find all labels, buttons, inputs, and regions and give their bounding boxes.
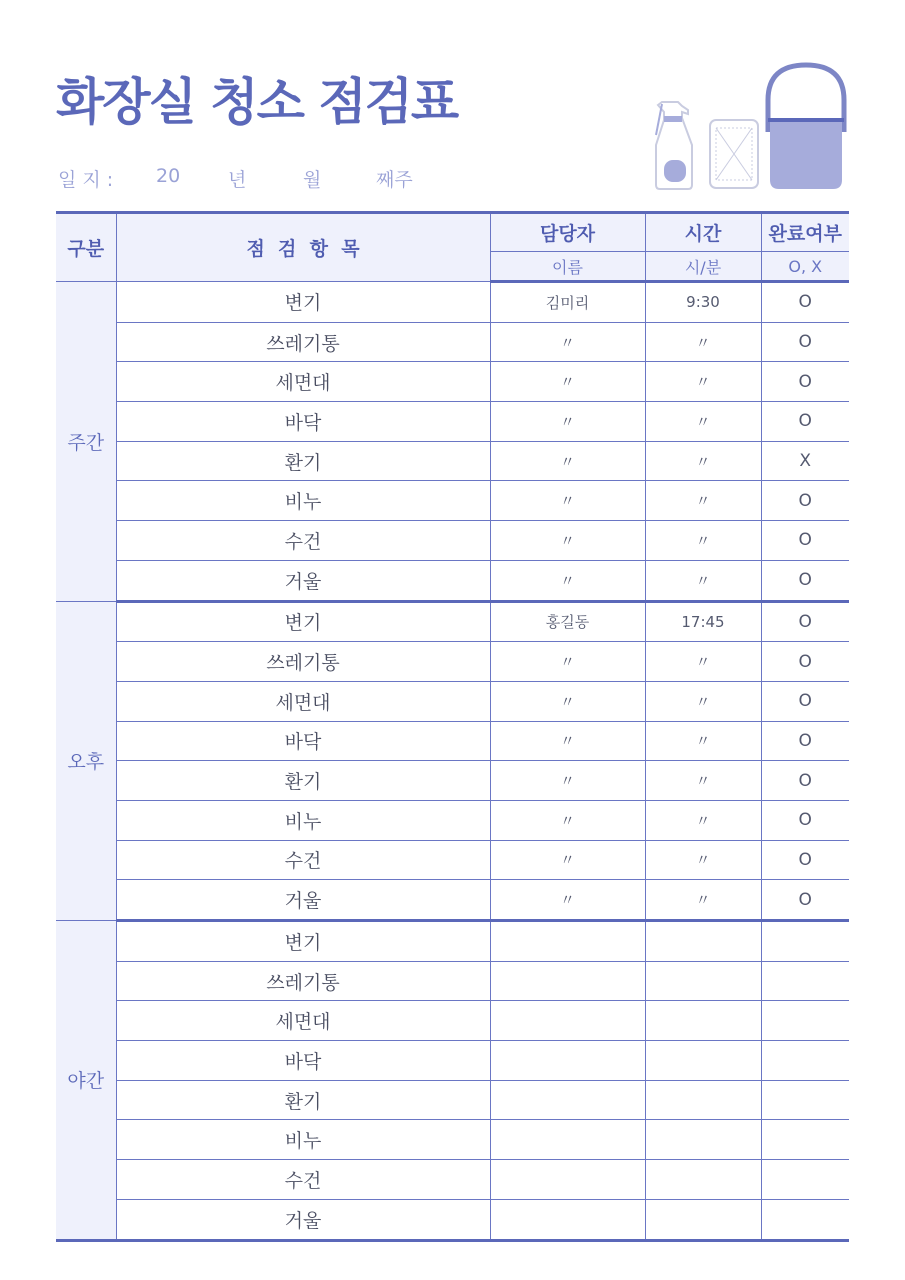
- item-cell: 변기: [116, 282, 490, 323]
- time-cell[interactable]: 9:30: [645, 282, 761, 323]
- done-cell[interactable]: O: [761, 840, 849, 880]
- item-cell: 쓰레기통: [116, 642, 490, 682]
- person-cell[interactable]: [490, 1199, 645, 1240]
- item-cell: 환기: [116, 761, 490, 801]
- date-label: 일 지 :: [58, 169, 114, 191]
- done-cell[interactable]: X: [761, 441, 849, 481]
- person-cell[interactable]: 〃: [490, 560, 645, 601]
- person-cell[interactable]: [490, 961, 645, 1001]
- page-title: 화장실 청소 점검표: [56, 73, 458, 131]
- month-label: 월: [303, 169, 322, 191]
- person-cell[interactable]: [490, 1160, 645, 1200]
- person-cell[interactable]: 〃: [490, 840, 645, 880]
- bucket-icon: [768, 65, 844, 189]
- subheader-person: 이름: [490, 252, 645, 282]
- sponge-icon: [710, 120, 758, 188]
- done-cell[interactable]: O: [761, 402, 849, 442]
- time-cell[interactable]: [645, 1041, 761, 1081]
- done-cell[interactable]: O: [761, 681, 849, 721]
- table-row: [56, 601, 849, 642]
- table-row: [56, 761, 849, 801]
- person-cell[interactable]: [490, 1120, 645, 1160]
- person-cell[interactable]: 〃: [490, 761, 645, 801]
- section-label: 오후: [56, 601, 116, 921]
- time-cell[interactable]: 〃: [645, 322, 761, 362]
- done-cell[interactable]: O: [761, 880, 849, 921]
- done-cell[interactable]: O: [761, 721, 849, 761]
- time-cell[interactable]: 〃: [645, 402, 761, 442]
- done-cell[interactable]: [761, 1041, 849, 1081]
- year-label: 년: [228, 169, 247, 191]
- done-cell[interactable]: [761, 1160, 849, 1200]
- table-row: [56, 521, 849, 561]
- time-cell[interactable]: 〃: [645, 441, 761, 481]
- item-cell: 거울: [116, 1199, 490, 1240]
- item-cell: 비누: [116, 800, 490, 840]
- table-row: [56, 1041, 849, 1081]
- person-cell[interactable]: 〃: [490, 642, 645, 682]
- subheader-done: O, X: [761, 252, 849, 282]
- time-cell[interactable]: 〃: [645, 560, 761, 601]
- done-cell[interactable]: O: [761, 560, 849, 601]
- item-cell: 바닥: [116, 402, 490, 442]
- time-cell[interactable]: 〃: [645, 880, 761, 921]
- time-cell[interactable]: [645, 1120, 761, 1160]
- item-cell: 변기: [116, 921, 490, 962]
- done-cell[interactable]: O: [761, 521, 849, 561]
- header-item: 점 검 항 목: [116, 213, 490, 282]
- person-cell[interactable]: [490, 1080, 645, 1120]
- table-row: [56, 840, 849, 880]
- table-row: [56, 1199, 849, 1240]
- item-cell: 세면대: [116, 1001, 490, 1041]
- table-row: [56, 961, 849, 1001]
- cleaning-supplies-illustration: [650, 60, 855, 195]
- time-cell[interactable]: 〃: [645, 642, 761, 682]
- time-cell[interactable]: [645, 1001, 761, 1041]
- done-cell[interactable]: O: [761, 282, 849, 323]
- table-row: [56, 800, 849, 840]
- item-cell: 수건: [116, 1160, 490, 1200]
- time-cell[interactable]: [645, 1199, 761, 1240]
- item-cell: 바닥: [116, 1041, 490, 1081]
- time-cell[interactable]: 〃: [645, 721, 761, 761]
- item-cell: 환기: [116, 441, 490, 481]
- done-cell[interactable]: [761, 921, 849, 962]
- item-cell: 환기: [116, 1080, 490, 1120]
- table-row: [56, 1160, 849, 1200]
- section-label: 주간: [56, 282, 116, 602]
- time-cell[interactable]: 17:45: [645, 601, 761, 642]
- done-cell[interactable]: O: [761, 761, 849, 801]
- header-done: 완료여부: [761, 213, 849, 252]
- checklist-table: [56, 211, 849, 1242]
- done-cell[interactable]: [761, 1001, 849, 1041]
- item-cell: 비누: [116, 481, 490, 521]
- done-cell[interactable]: O: [761, 642, 849, 682]
- done-cell[interactable]: [761, 1199, 849, 1240]
- person-cell[interactable]: 〃: [490, 322, 645, 362]
- done-cell[interactable]: [761, 1120, 849, 1160]
- person-cell[interactable]: 〃: [490, 441, 645, 481]
- done-cell[interactable]: O: [761, 800, 849, 840]
- person-cell[interactable]: 김미리: [490, 282, 645, 323]
- done-cell[interactable]: O: [761, 481, 849, 521]
- item-cell: 쓰레기통: [116, 322, 490, 362]
- item-cell: 바닥: [116, 721, 490, 761]
- table-row: [56, 721, 849, 761]
- item-cell: 세면대: [116, 681, 490, 721]
- item-cell: 비누: [116, 1120, 490, 1160]
- time-cell[interactable]: 〃: [645, 521, 761, 561]
- table-row: [56, 362, 849, 402]
- done-cell[interactable]: O: [761, 362, 849, 402]
- time-cell[interactable]: 〃: [645, 681, 761, 721]
- time-cell[interactable]: 〃: [645, 840, 761, 880]
- year-prefix: 20: [156, 165, 181, 187]
- header-person: 담당자: [490, 213, 645, 252]
- person-cell[interactable]: [490, 1001, 645, 1041]
- table-row: [56, 481, 849, 521]
- time-cell[interactable]: [645, 961, 761, 1001]
- person-cell[interactable]: 홍길동: [490, 601, 645, 642]
- table-row: [56, 402, 849, 442]
- table-row: [56, 681, 849, 721]
- person-cell[interactable]: 〃: [490, 521, 645, 561]
- person-cell[interactable]: 〃: [490, 721, 645, 761]
- subheader-time: 시/분: [645, 252, 761, 282]
- person-cell[interactable]: 〃: [490, 362, 645, 402]
- time-cell[interactable]: 〃: [645, 800, 761, 840]
- item-cell: 세면대: [116, 362, 490, 402]
- person-cell[interactable]: 〃: [490, 800, 645, 840]
- person-cell[interactable]: 〃: [490, 402, 645, 442]
- item-cell: 수건: [116, 840, 490, 880]
- person-cell[interactable]: [490, 1041, 645, 1081]
- person-cell[interactable]: 〃: [490, 681, 645, 721]
- person-cell[interactable]: 〃: [490, 880, 645, 921]
- person-cell[interactable]: [490, 921, 645, 962]
- item-cell: 수건: [116, 521, 490, 561]
- time-cell[interactable]: [645, 1160, 761, 1200]
- item-cell: 거울: [116, 880, 490, 921]
- week-label: 째주: [376, 169, 413, 191]
- spray-bottle-icon: [656, 102, 692, 189]
- done-cell[interactable]: O: [761, 601, 849, 642]
- item-cell: 거울: [116, 560, 490, 601]
- time-cell[interactable]: 〃: [645, 481, 761, 521]
- header-time: 시간: [645, 213, 761, 252]
- time-cell[interactable]: 〃: [645, 761, 761, 801]
- done-cell[interactable]: [761, 1080, 849, 1120]
- time-cell[interactable]: [645, 1080, 761, 1120]
- table-row: [56, 322, 849, 362]
- item-cell: 쓰레기통: [116, 961, 490, 1001]
- table-row: [56, 1080, 849, 1120]
- time-cell[interactable]: [645, 921, 761, 962]
- item-cell: 변기: [116, 601, 490, 642]
- table-row: [56, 880, 849, 921]
- done-cell[interactable]: O: [761, 322, 849, 362]
- table-row: [56, 441, 849, 481]
- time-cell[interactable]: 〃: [645, 362, 761, 402]
- table-row: [56, 921, 849, 962]
- table-row: [56, 1001, 849, 1041]
- table-row: [56, 560, 849, 601]
- table-row: [56, 1120, 849, 1160]
- person-cell[interactable]: 〃: [490, 481, 645, 521]
- done-cell[interactable]: [761, 961, 849, 1001]
- table-row: [56, 642, 849, 682]
- section-label: 야간: [56, 921, 116, 1241]
- header-category: 구분: [56, 213, 116, 282]
- table-row: [56, 282, 849, 323]
